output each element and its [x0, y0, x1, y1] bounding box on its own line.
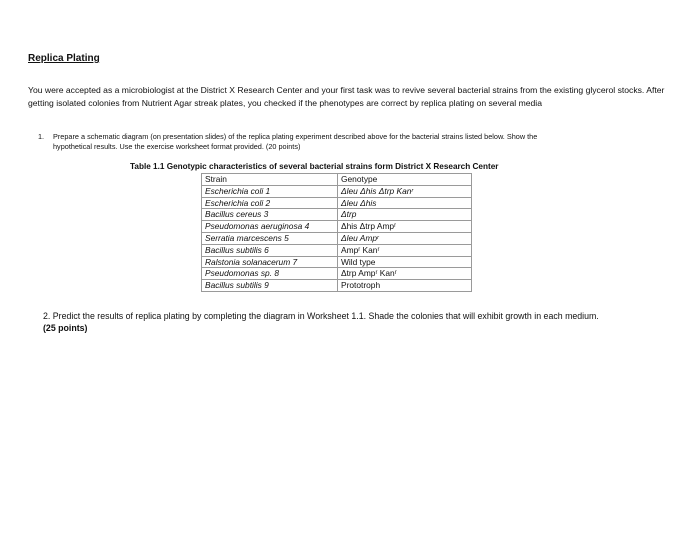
header-genotype: Genotype: [338, 174, 472, 186]
genotype-cell: Δtrp: [338, 209, 472, 221]
strain-cell: Escherichia coli 1: [202, 185, 338, 197]
document-title: Replica Plating: [28, 53, 100, 64]
table-row: [202, 268, 472, 280]
genotype-table-wrapper: [201, 173, 472, 292]
table-row: [202, 209, 472, 221]
strain-cell: Ralstonia solanacerum 7: [202, 256, 338, 268]
table-row: [202, 221, 472, 233]
table-row: [202, 232, 472, 244]
genotype-table: [201, 173, 472, 292]
strain-cell: Pseudomonas aeruginosa 4: [202, 221, 338, 233]
genotype-cell: Δleu Ampʳ: [338, 232, 472, 244]
header-strain: Strain: [202, 174, 338, 186]
question-1-text-line-1: Prepare a schematic diagram (on presentation slides) of the replica plating experiment described above for the bacterial strains listed below. Show the: [53, 132, 538, 141]
table-row: [202, 280, 472, 292]
strain-cell: Bacillus cereus 3: [202, 209, 338, 221]
genotype-cell: Ampʳ Kanʳ: [338, 244, 472, 256]
genotype-cell: Wild type: [338, 256, 472, 268]
intro-paragraph: You were accepted as a microbiologist at the District X Research Center and your first task was to revive several bacterial strains from the existing glycerol stocks. After getting isolated colonies from Nutrient Agar streak plates, you checked if the phenotypes are correct by replica plating on several media: [28, 85, 665, 108]
table-row: [202, 197, 472, 209]
genotype-cell: Δleu Δhis Δtrp Kanʳ: [338, 185, 472, 197]
table-header-row: [202, 174, 472, 186]
strain-cell: Escherichia coli 2: [202, 197, 338, 209]
question-2: [43, 311, 683, 334]
table-row: [202, 185, 472, 197]
strain-cell: Bacillus subtilis 6: [202, 244, 338, 256]
genotype-cell: Δhis Δtrp Ampʳ: [338, 221, 472, 233]
genotype-cell: Δleu Δhis: [338, 197, 472, 209]
question-1-number: 1.: [38, 132, 45, 141]
strain-cell: Pseudomonas sp. 8: [202, 268, 338, 280]
question-1-line-1: [38, 132, 666, 142]
genotype-cell: Prototroph: [338, 280, 472, 292]
table-row: [202, 244, 472, 256]
question-1-text-line-2: hypothetical results. Use the exercise worksheet format provided. (20 points): [53, 142, 301, 151]
table-caption: Table 1.1 Genotypic characteristics of several bacterial strains form District X Research Center: [130, 162, 499, 171]
strain-cell: Bacillus subtilis 9: [202, 280, 338, 292]
question-2-text: 2. Predict the results of replica plating by completing the diagram in Worksheet 1.1. Shade the colonies that will exhibit growth in each medium.: [43, 311, 599, 321]
strain-cell: Serratia marcescens 5: [202, 232, 338, 244]
question-2-points: (25 points): [43, 322, 88, 333]
table-row: [202, 256, 472, 268]
question-1: [38, 132, 666, 152]
genotype-cell: Δtrp Ampʳ Kanʳ: [338, 268, 472, 280]
